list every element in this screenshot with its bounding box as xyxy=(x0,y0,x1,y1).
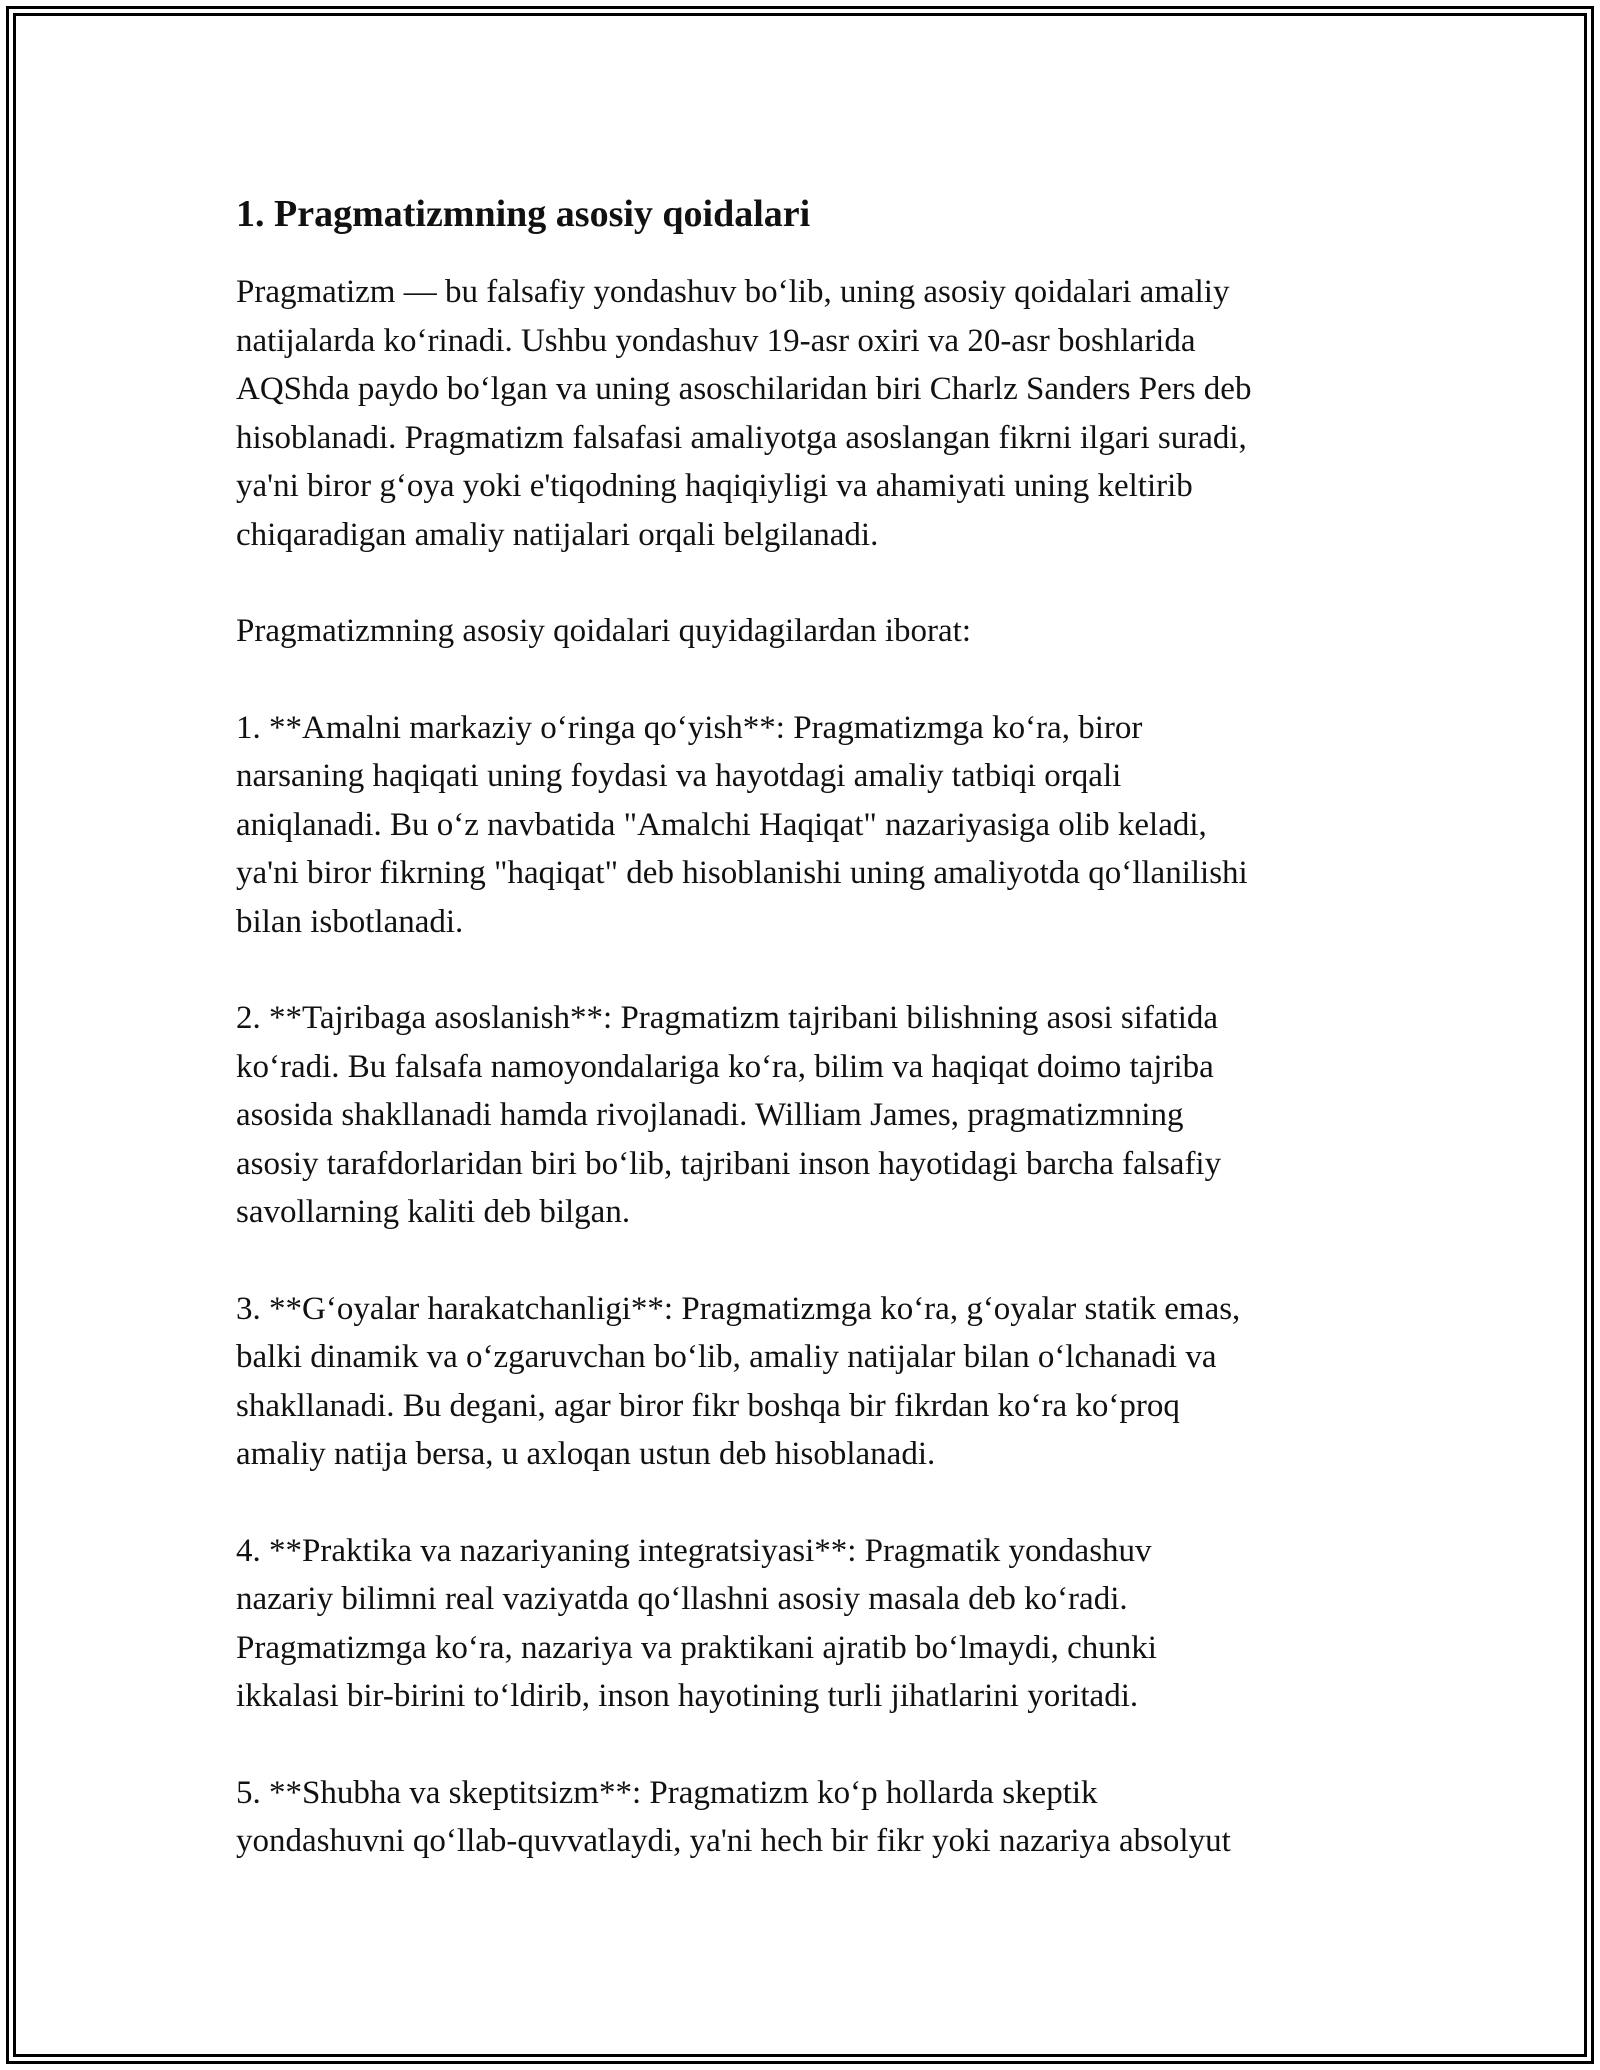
document-heading: 1. Pragmatizmning asosiy qoidalari xyxy=(236,193,811,235)
list-item-5: 5. **Shubha va skeptitsizm**: Pragmatizm ko‘p hollarda skeptik yondashuvni qo‘llab-quvvatlaydi, ya'ni hech bir fikr yoki nazariya absolyut xyxy=(236,1774,1231,1859)
list-item-4: 4. **Praktika va nazariyaning integratsiyasi**: Pragmatik yondashuv nazariy bilimni real vaziyatda qo‘llashni asosiy masala deb ko‘radi. Pragmatizmga ko‘ra, nazariya va praktikani ajratib bo‘lmaydi, chunki ikkalasi bir-birini to‘ldirib, inson hayotining turli jihatlarini yoritadi. xyxy=(236,1532,1157,1714)
list-intro-paragraph: Pragmatizmning asosiy qoidalari quyidagilardan iborat: xyxy=(236,613,971,649)
document-body xyxy=(236,188,1386,1914)
list-item-3: 3. **G‘oyalar harakatchanligi**: Pragmatizmga ko‘ra, g‘oyalar statik emas, balki dinamik va o‘zgaruvchan bo‘lib, amaliy natijalar bilan o‘lchanadi va shakllanadi. Bu degani, agar biror fikr boshqa bir fikrdan ko‘ra ko‘proq amaliy natija bersa, u axloqan ustun deb hisoblanadi. xyxy=(236,1290,1241,1472)
intro-paragraph: Pragmatizm — bu falsafiy yondashuv bo‘lib, uning asosiy qoidalari amaliy natijalarda ko‘rinadi. Ushbu yondashuv 19-asr oxiri va 20-asr boshlarida AQShda paydo bo‘lgan va uning asoschilaridan biri Charlz Sanders Pers deb hisoblanadi. Pragmatizm falsafasi amaliyotga asoslangan fikrni ilgari suradi, ya'ni biror g‘oya yoki e'tiqodning haqiqiyligi va ahamiyati uning keltirib chiqaradigan amaliy natijalari orqali belgilanadi. xyxy=(236,274,1252,553)
list-item-1: 1. **Amalni markaziy o‘ringa qo‘yish**: Pragmatizmga ko‘ra, biror narsaning haqiqati uning foydasi va hayotdagi amaliy tatbiqi orqali aniqlanadi. Bu o‘z navbatida "Amalchi Haqiqat" nazariyasiga olib keladi, ya'ni biror fikrning "haqiqat" deb hisoblanishi uning amaliyotda qo‘llanilishi bilan isbotlanadi. xyxy=(236,709,1248,940)
list-item-2: 2. **Tajribaga asoslanish**: Pragmatizm tajribani bilishning asosi sifatida ko‘radi. Bu falsafa namoyondalariga ko‘ra, bilim va haqiqat doimo tajriba asosida shakllanadi hamda rivojlanadi. William James, pragmatizmning asosiy tarafdorlaridan biri bo‘lib, tajribani inson hayotidagi barcha falsafiy savollarning kaliti deb bilgan. xyxy=(236,1000,1222,1230)
